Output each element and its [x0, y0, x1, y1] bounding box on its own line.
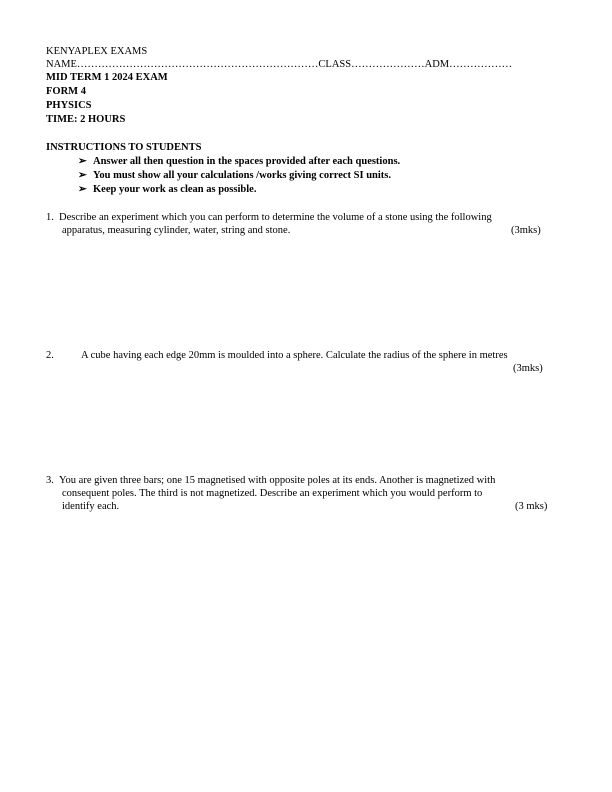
- question-marks: (3mks): [513, 363, 543, 374]
- question-number: 2.: [46, 350, 54, 361]
- question-text-line: Describe an experiment which you can perform to determine the volume of a stone using the following: [59, 212, 492, 223]
- adm-label: ADM: [424, 59, 450, 70]
- instruction-text: You must show all your calculations /works giving correct SI units.: [93, 170, 392, 181]
- school-name: KENYAPLEX EXAMS: [46, 46, 148, 57]
- question-text-line: identify each.: [62, 501, 120, 512]
- question-text-line: apparatus, measuring cylinder, water, string and stone.: [62, 225, 291, 236]
- instruction-text: Answer all then question in the spaces provided after each questions.: [93, 156, 401, 167]
- question-number: 3.: [46, 475, 54, 486]
- name-field[interactable]: ……………………………………………………………: [76, 59, 319, 70]
- instruction-item: [78, 170, 391, 182]
- name-label: NAME: [46, 59, 77, 70]
- question-text-line: A cube having each edge 20mm is moulded into a sphere. Calculate the radius of the sphere in metres: [81, 350, 508, 361]
- answer-space[interactable]: [46, 240, 570, 340]
- answer-space[interactable]: [46, 516, 570, 766]
- instructions-title: INSTRUCTIONS TO STUDENTS: [46, 142, 202, 153]
- question-marks: (3mks): [511, 225, 541, 236]
- question-text-line: consequent poles. The third is not magnetized. Describe an experiment which you would perform to: [62, 488, 483, 499]
- form-level: FORM 4: [46, 86, 86, 97]
- instruction-text: Keep your work as clean as possible.: [93, 184, 257, 195]
- answer-space[interactable]: [46, 378, 570, 468]
- name-class-adm-row: [46, 59, 570, 71]
- arrow-bullet-icon: ➢: [78, 156, 87, 167]
- instruction-item: [78, 156, 400, 168]
- adm-field[interactable]: ………………: [449, 59, 513, 70]
- arrow-bullet-icon: ➢: [78, 184, 87, 195]
- question-marks: (3 mks): [515, 501, 548, 512]
- exam-title: MID TERM 1 2024 EXAM: [46, 72, 168, 83]
- class-label: CLASS: [318, 59, 352, 70]
- subject-name: PHYSICS: [46, 100, 92, 111]
- arrow-bullet-icon: ➢: [78, 170, 87, 181]
- question-number: 1.: [46, 212, 54, 223]
- class-field[interactable]: …………………: [351, 59, 425, 70]
- instruction-item: [78, 184, 256, 196]
- question-text-line: You are given three bars; one 15 magnetised with opposite poles at its ends. Another is magnetized with: [59, 475, 496, 486]
- exam-duration: TIME: 2 HOURS: [46, 114, 126, 125]
